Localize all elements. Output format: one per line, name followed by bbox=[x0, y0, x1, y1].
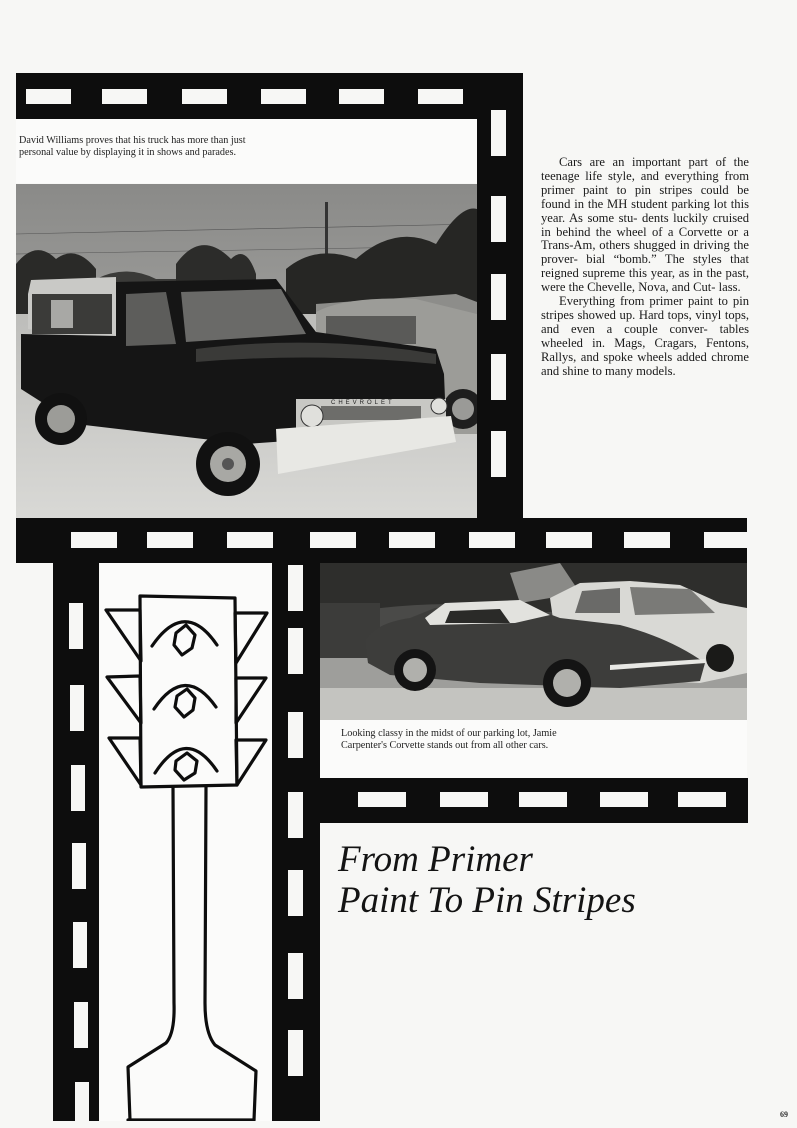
film-sprocket-hole bbox=[491, 110, 506, 156]
film-sprocket-hole bbox=[69, 603, 83, 649]
film-sprocket-hole bbox=[440, 792, 488, 807]
film-sprocket-hole bbox=[288, 712, 303, 758]
page-title-line-1: From Primer bbox=[338, 839, 533, 880]
truck-photo bbox=[16, 184, 477, 519]
page-number: 69 bbox=[780, 1110, 788, 1119]
article-paragraph-1: Cars are an important part of the teenage life style, and everything from primer paint to pin stripes could be found in the MH student parking lot this year. As some stu- dents luckily cruised in behind the wheel of a Corvette or a Trans-Am, others shugged in driving the prover- bial “bomb.” The styles that reigned supreme this year, as in the past, were the Chevelle, Nova, and Cut- lass. bbox=[541, 155, 749, 295]
film-sprocket-hole bbox=[600, 792, 648, 807]
truck-photo-caption: David Williams proves that his truck has more than just personal value by displaying it in shows and parades. bbox=[19, 135, 246, 158]
corvette-photo-image bbox=[320, 563, 747, 720]
film-sprocket-hole bbox=[182, 89, 227, 104]
article-paragraph-2: Everything from primer paint to pin stripes showed up. Hard tops, vinyl tops, and even a couple conver- tables wheeled in. Mags, Cragars, Fentons, Rallys, and spoke wheels added chrome and shine to many models. bbox=[541, 294, 749, 378]
film-sprocket-hole bbox=[469, 532, 515, 548]
film-sprocket-hole bbox=[546, 532, 592, 548]
film-sprocket-hole bbox=[678, 792, 726, 807]
film-sprocket-hole bbox=[624, 532, 670, 548]
film-sprocket-hole bbox=[358, 792, 406, 807]
film-sprocket-hole bbox=[70, 685, 84, 731]
truck-grille-lettering: CHEVROLET bbox=[331, 400, 395, 406]
film-sprocket-hole bbox=[491, 431, 506, 477]
film-sprocket-hole bbox=[147, 532, 193, 548]
film-sprocket-hole bbox=[288, 1030, 303, 1076]
page-title-line-2: Paint To Pin Stripes bbox=[338, 880, 636, 921]
traffic-light-icon bbox=[100, 563, 272, 1121]
film-sprocket-hole bbox=[26, 89, 71, 104]
film-sprocket-hole bbox=[491, 196, 506, 242]
film-sprocket-hole bbox=[71, 532, 117, 548]
article-body bbox=[541, 156, 749, 379]
film-sprocket-hole bbox=[389, 532, 435, 548]
film-sprocket-hole bbox=[227, 532, 273, 548]
film-sprocket-hole bbox=[519, 792, 567, 807]
film-sprocket-hole bbox=[491, 274, 506, 320]
film-sprocket-hole bbox=[491, 354, 506, 400]
film-sprocket-hole bbox=[74, 1002, 88, 1048]
film-sprocket-hole bbox=[72, 843, 86, 889]
film-sprocket-hole bbox=[418, 89, 463, 104]
film-sprocket-hole bbox=[288, 870, 303, 916]
film-sprocket-hole bbox=[288, 792, 303, 838]
film-sprocket-hole bbox=[704, 532, 750, 548]
corvette-photo bbox=[320, 563, 747, 720]
film-sprocket-hole bbox=[339, 89, 384, 104]
film-sprocket-hole bbox=[73, 922, 87, 968]
film-sprocket-hole bbox=[288, 628, 303, 674]
truck-photo-image bbox=[16, 184, 477, 519]
film-sprocket-hole bbox=[102, 89, 147, 104]
film-sprocket-hole bbox=[310, 532, 356, 548]
film-sprocket-hole bbox=[288, 565, 303, 611]
corvette-photo-caption: Looking classy in the midst of our parking lot, Jamie Carpenter's Corvette stands out from all other cars. bbox=[341, 728, 557, 751]
film-sprocket-hole bbox=[71, 765, 85, 811]
film-sprocket-hole bbox=[75, 1082, 89, 1128]
film-sprocket-hole bbox=[261, 89, 306, 104]
film-sprocket-hole bbox=[288, 953, 303, 999]
traffic-light-drawing bbox=[100, 563, 272, 1121]
